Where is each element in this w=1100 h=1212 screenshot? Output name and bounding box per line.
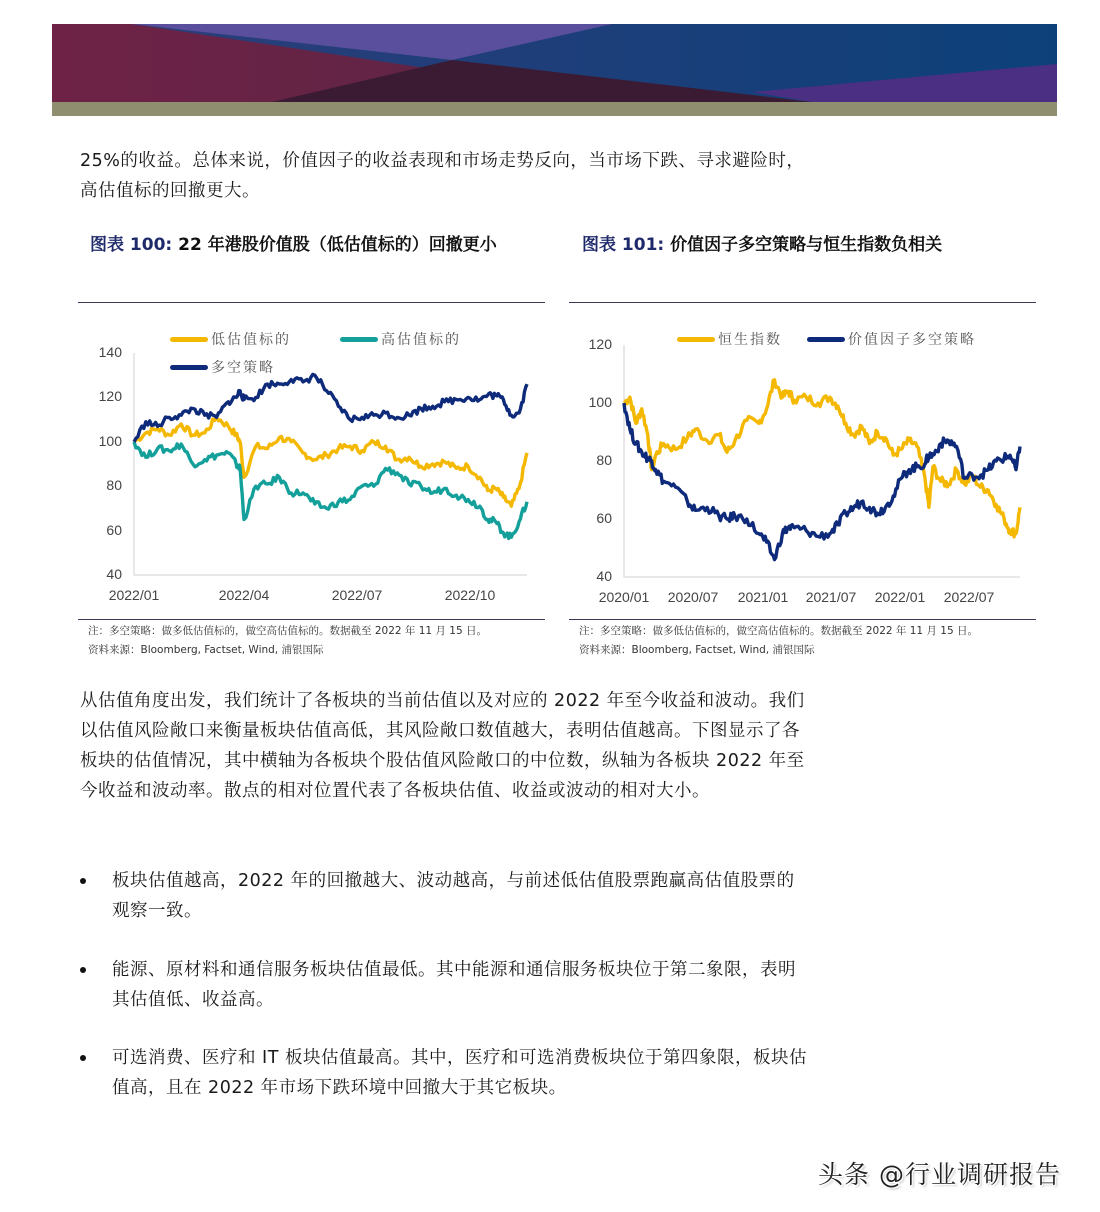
y-tick-label: 120 (588, 336, 612, 352)
x-tick-label: 2020/07 (667, 589, 719, 605)
legend-item (807, 329, 976, 349)
y-tick-label: 80 (106, 477, 122, 494)
bullet-item (80, 1043, 810, 1103)
figure-100-title (90, 232, 545, 258)
x-tick-label: 2021/01 (737, 589, 789, 605)
x-tick-label: 2020/01 (598, 589, 650, 605)
x-tick-label: 2022/01 (108, 587, 160, 603)
x-tick-label: 2021/07 (805, 589, 857, 605)
chart-value-factor-vs-hsi (569, 320, 1036, 618)
watermark: 头条 @行业调研报告 (818, 1160, 1061, 1189)
bullet-text: 可选消费、医疗和 IT 板块估值最高。其中，医疗和可选消费板块位于第四象限，板块估值高，且在 2022 年市场下跌环境中回撤大于其它板块。 (112, 1048, 807, 1098)
bullet-text: 能源、原材料和通信服务板块估值最低。其中能源和通信服务板块位于第二象限，表明其估值低、收益高。 (112, 960, 796, 1010)
legend-label: 高估值标的 (381, 332, 461, 348)
body-paragraph: 从估值角度出发，我们统计了各板块的当前估值以及对应的 2022 年至今收益和波动。我们以估值风险敞口来衡量板块估值高低，其风险敞口数值越大，表明估值越高。下图显示了各板块的估值情况，其中横轴为各板块个股估值风险敞口的中位数，纵轴为各板块 2022 年至今收益和波动率。散点的相对位置代表了各板块估值、收益或波动的相对大小。 (80, 691, 805, 801)
header-banner (52, 24, 1057, 116)
y-tick-label: 140 (98, 344, 122, 360)
legend-label: 恒生指数 (718, 332, 782, 348)
legend-label: 低估值标的 (211, 332, 291, 348)
legend-label: 价值因子多空策略 (848, 332, 976, 348)
legend-item (677, 329, 782, 349)
chart-value-stocks-drawdown (78, 320, 545, 618)
chart-plot (569, 320, 1036, 618)
y-tick-label: 60 (596, 510, 612, 526)
y-tick-label: 80 (596, 452, 612, 468)
bullet-item (80, 866, 810, 926)
figure-101-title (582, 232, 1037, 258)
legend-swatch-icon (340, 337, 378, 342)
figure-title-text: 22 年港股价值股（低估值标的）回撤更小 (178, 235, 497, 255)
legend-item (340, 329, 461, 349)
x-tick-label: 2022/07 (943, 589, 995, 605)
figure-source: 资料来源：Bloomberg, Factset, Wind, 浦银国际 (88, 644, 324, 656)
bullet-dot-icon (80, 1055, 86, 1061)
x-tick-label: 2022/01 (874, 589, 926, 605)
y-tick-label: 40 (106, 566, 122, 582)
legend-swatch-icon (170, 365, 208, 370)
figure-title-text: 价值因子多空策略与恒生指数负相关 (670, 235, 943, 255)
bullet-dot-icon (80, 878, 86, 884)
figure-note: 注：多空策略：做多低估值标的，做空高估值标的。数据截至 2022 年 11 月 15 日。 (88, 625, 487, 637)
series-line (134, 374, 527, 441)
bullet-item (80, 955, 810, 1015)
legend-swatch-icon (807, 337, 845, 342)
divider (78, 302, 545, 303)
figure-label: 图表 100: (90, 235, 173, 255)
legend-item (170, 329, 291, 349)
figure-note: 注：多空策略：做多低估值标的，做空高估值标的。数据截至 2022 年 11 月 15 日。 (579, 625, 978, 637)
y-tick-label: 40 (596, 568, 612, 584)
x-tick-label: 2022/10 (444, 587, 496, 603)
divider (78, 619, 545, 620)
bullet-text: 板块估值越高，2022 年的回撤越大、波动越高，与前述低估值股票跑赢高估值股票的观察一致。 (112, 871, 795, 921)
x-tick-label: 2022/07 (331, 587, 383, 603)
x-tick-label: 2022/04 (218, 587, 270, 603)
divider (569, 619, 1036, 620)
y-tick-label: 60 (106, 521, 122, 538)
legend-label: 多空策略 (211, 360, 275, 376)
legend-swatch-icon (170, 337, 208, 342)
bullet-dot-icon (80, 967, 86, 973)
y-tick-label: 120 (98, 388, 122, 405)
figure-101-notes (579, 622, 978, 660)
legend-swatch-icon (677, 337, 715, 342)
banner-graphic (52, 24, 1057, 116)
figure-label: 图表 101: (582, 235, 665, 255)
figure-100-notes (88, 622, 487, 660)
y-tick-label: 100 (98, 432, 122, 449)
legend-item (170, 357, 275, 377)
intro-paragraph: 25%的收益。总体来说，价值因子的收益表现和市场走势反向，当市场下跌、寻求避险时，高估值标的回撤更大。 (80, 151, 805, 201)
divider (569, 302, 1036, 303)
y-tick-label: 100 (588, 394, 612, 410)
figure-source: 资料来源：Bloomberg, Factset, Wind, 浦银国际 (579, 644, 815, 656)
chart-plot (78, 320, 545, 618)
